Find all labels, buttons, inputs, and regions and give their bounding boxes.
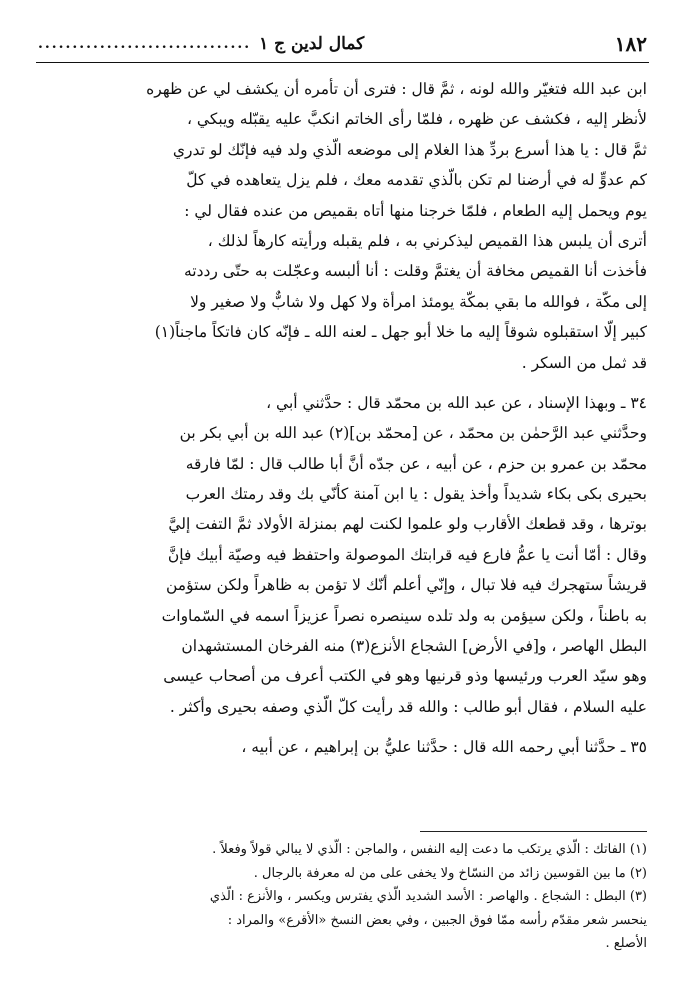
- hadith-35-line: ٣٥ ـ حدَّثنا أبي رحمه الله قال : حدَّثنا عليُّ بن إبراهيم ، عن أبيه ،: [241, 738, 647, 757]
- text-line: كبير إلّا استقبلوه شوقاً إليه ما خلا أبو جهل ـ لعنه الله ـ فإنّه كان فاتكاً ماجناً(١): [154, 323, 647, 342]
- text-line: وهو سيّد العرب ورئيسها وذو قرنيها وهو في الكتب أعرف من أصحاب عيسى: [163, 667, 647, 686]
- page-number: ١٨٢: [614, 32, 647, 56]
- text-line: كم عدوٍّ له في أرضنا لم تكن بالّذي تقدمه معك ، فلم يزل يتعاهده في كلّ: [186, 171, 647, 190]
- text-line: البطل الهاصر ، و[في الأرض] الشجاع الأنزع(٣) منه الفرخان المستشهدان: [181, 637, 647, 656]
- footnote-2: (٢) ما بين القوسين زائد من النسّاخ ولا يخفى على من له معرفة بالرجال .: [253, 865, 647, 881]
- leader-dots: ...............................: [38, 36, 252, 52]
- book-title: كمال لدين ج ١: [259, 34, 365, 54]
- running-header: [38, 26, 647, 62]
- footnote-3-end: الأصلع .: [605, 936, 647, 951]
- running-title-group: [38, 34, 364, 54]
- footnotes: [38, 838, 647, 956]
- text-line: إلى مكّة ، فوالله ما بقي بمكّة يومئذ امرأة ولا كهل ولا شابٌّ ولا صغير ولا: [190, 292, 647, 311]
- footnote-3-cont: ينحسر شعر مقدّم رأسه ممّا فوق الجبين ، وفي بعض النسخ «الأقرع» والمراد :: [227, 912, 647, 928]
- paragraph-gap: [36, 722, 647, 732]
- header-rule: [36, 62, 649, 63]
- hadith-34-line: ٣٤ ـ وبهذا الإسناد ، عن عبد الله بن محمّد قال : حدَّثني أبي ،: [266, 393, 647, 412]
- footnote-rule: [420, 831, 647, 832]
- text-line: محمّد بن عمرو بن حزم ، عن أبيه ، عن جدّه أنَّ أبا طالب قال : لمّا فارقه: [185, 454, 647, 473]
- text-line: بوترها ، وقد قطعك الأقارب ولو علموا لكنت لهم بمنزلة الأولاد ثمَّ التفت إليَّ: [168, 515, 647, 534]
- text-line: ثمَّ قال : يا هذا أسرع بردِّ هذا الغلام إلى موضعه الّذي ولد فيه فإنّك لو تدري: [172, 140, 647, 159]
- text-line: وحدَّثني عبد الرَّحمٰن بن محمّد ، عن [محمّد بن](٢) عبد الله بن أبي بكر بن: [179, 424, 647, 443]
- text-line: به باطناً ، ولكن سيؤمن به ولد تلده سينصره نصراً عزيزاً اسمه في السّماوات: [161, 606, 647, 625]
- text-line: قريشاً ستهجرك فيه فلا تبال ، وإنّي أعلم أنّك لا تؤمن به ظاهراً ولكن ستؤمن: [165, 576, 647, 595]
- paragraph-gap: [36, 378, 647, 388]
- text-line: عليه السلام ، فقال أبو طالب : والله قد رأيت كلّ الّذي وصفه بحيرى وأكثر .: [169, 697, 647, 716]
- main-text: [36, 74, 647, 763]
- footnote-1: (١) الفاتك : الّذي يرتكب ما دعت إليه النفس ، والماجن : الّذي لا يبالي قولاً وفعلاً .: [212, 842, 647, 857]
- text-line: يوم ويحمل إليه الطعام ، فلمّا خرجنا منها أتاه بقميص من عنده فقال لي :: [184, 201, 647, 220]
- text-line: وقال : أمّا أنت يا عمُّ فارع فيه قرابتك الموصولة واحتفظ فيه وصيّة أبيك فإنَّ: [167, 545, 647, 564]
- text-line: فأخذت أنا القميص مخافة أن يغتمَّ وقلت : أنا ألبسه وعجّلت به حتّى رددته: [183, 262, 647, 281]
- text-line: أترى أن يلبس هذا القميص ليذكرني به ، فلم يقبله ورأيته كارهاً لذلك ،: [207, 231, 647, 250]
- footnote-3: (٣) البطل : الشجاع . والهاصر : الأسد الشديد الّذي يفترس ويكسر ، والأنزع : الّذي: [209, 889, 647, 904]
- text-line: بحيرى بكى بكاء شديداً وأخذ يقول : يا ابن آمنة كأنّي بك وقد رمتك العرب: [185, 485, 647, 504]
- text-line: قد ثمل من السكر .: [521, 353, 647, 372]
- text-line: ابن عبد الله فتغيّر والله لونه ، ثمَّ قال : فترى أن تأمره أن يكشف لي عن ظهره: [146, 80, 647, 98]
- text-line: لأنظر إليه ، فكشف عن ظهره ، فلمّا رأى الخاتم انكبَّ عليه يقبّله ويبكي ،: [187, 110, 647, 129]
